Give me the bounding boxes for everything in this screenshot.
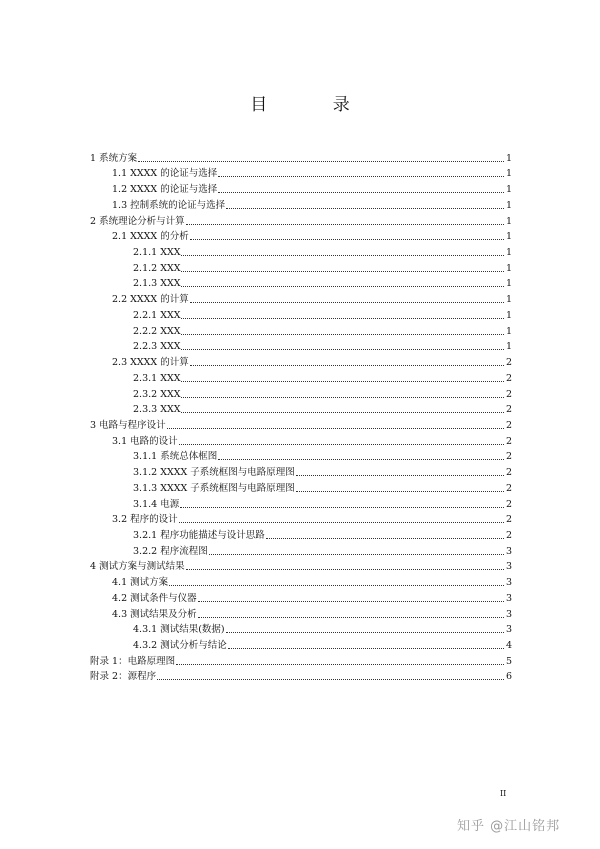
toc-entry[interactable] <box>90 510 512 526</box>
toc-entry-label: 2.1.2 XXX <box>133 262 181 274</box>
toc-entry[interactable] <box>90 557 512 573</box>
toc-entry-label: 4.2 测试条件与仪器 <box>112 592 197 604</box>
toc-entry-page: 1 <box>505 168 512 180</box>
toc-entry[interactable] <box>90 148 512 164</box>
toc-entry[interactable] <box>90 431 512 447</box>
toc-entry-label: 3.2.1 程序功能描述与设计思路 <box>133 529 265 541</box>
toc-leader-dots <box>179 443 504 445</box>
toc-entry-page: 2 <box>505 529 512 541</box>
toc-entry[interactable] <box>90 651 512 667</box>
toc-entry[interactable] <box>90 368 512 384</box>
toc-entry[interactable] <box>90 305 512 321</box>
toc-leader-dots <box>190 364 504 366</box>
toc-leader-dots <box>169 584 504 586</box>
toc-entry[interactable] <box>90 415 512 431</box>
toc-entry-page: 6 <box>505 671 512 683</box>
toc-entry-label: 3.1.3 XXXX 子系统框图与电路原理图 <box>133 482 295 494</box>
toc-entry-page: 1 <box>505 278 512 290</box>
toc-entry[interactable] <box>90 337 512 353</box>
toc-entry[interactable] <box>90 258 512 274</box>
toc-entry-label: 3.1.2 XXXX 子系统框图与电路原理图 <box>133 467 295 479</box>
toc-entry[interactable] <box>90 447 512 463</box>
toc-entry-page: 2 <box>505 498 512 510</box>
toc-leader-dots <box>296 474 504 476</box>
toc-entry-page: 1 <box>505 294 512 306</box>
toc-entry-label: 4.1 测试方案 <box>112 577 169 589</box>
toc-entry-page: 3 <box>505 608 512 620</box>
toc-leader-dots <box>218 458 504 460</box>
toc-entry-page: 1 <box>505 184 512 196</box>
toc-leader-dots <box>186 568 504 570</box>
toc-leader-dots <box>181 285 504 287</box>
toc-leader-dots <box>209 553 504 555</box>
toc-entry[interactable] <box>90 541 512 557</box>
toc-leader-dots <box>181 333 504 335</box>
toc-entry-label: 1 系统方案 <box>90 152 138 164</box>
toc-entry-page: 3 <box>505 592 512 604</box>
toc-leader-dots <box>179 521 504 523</box>
toc-entry[interactable] <box>90 400 512 416</box>
toc-entry-label: 2 系统理论分析与计算 <box>90 215 185 227</box>
toc-leader-dots <box>266 537 504 539</box>
toc-entry-label: 4.3.1 测试结果(数据) <box>133 624 225 636</box>
toc-entry-label: 3.2.2 程序流程图 <box>133 545 208 557</box>
toc-entry-label: 附录 2：源程序 <box>90 671 157 683</box>
toc-entry-page: 1 <box>505 309 512 321</box>
toc-entry-page: 3 <box>505 545 512 557</box>
toc-entry-label: 1.2 XXXX 的论证与选择 <box>112 184 218 196</box>
toc-entry[interactable] <box>90 321 512 337</box>
toc-entry[interactable] <box>90 274 512 290</box>
toc-entry[interactable] <box>90 667 512 683</box>
toc-leader-dots <box>181 254 504 256</box>
page-number: II <box>500 789 507 798</box>
toc-leader-dots <box>190 238 504 240</box>
toc-entry[interactable] <box>90 384 512 400</box>
toc-leader-dots <box>167 427 504 429</box>
toc-leader-dots <box>226 631 504 633</box>
toc-entry-page: 2 <box>505 514 512 526</box>
toc-entry-label: 2.1 XXXX 的分析 <box>112 231 189 243</box>
toc-entry-page: 1 <box>505 215 512 227</box>
toc-entry-label: 2.3.2 XXX <box>133 388 181 400</box>
toc-entry[interactable] <box>90 227 512 243</box>
toc-entry-label: 4 测试方案与测试结果 <box>90 561 185 573</box>
toc-leader-dots <box>228 647 504 649</box>
toc-leader-dots <box>181 380 504 382</box>
toc-entry-label: 2.2.1 XXX <box>133 309 181 321</box>
toc-entry[interactable] <box>90 620 512 636</box>
watermark: 知乎 @江山铭邦 <box>457 819 561 834</box>
toc-entry-label: 2.1.1 XXX <box>133 247 181 259</box>
toc-entry-page: 1 <box>505 152 512 164</box>
toc-entry[interactable] <box>90 195 512 211</box>
toc-leader-dots <box>181 396 504 398</box>
toc-entry-page: 3 <box>505 577 512 589</box>
toc-leader-dots <box>181 270 504 272</box>
toc-entry-page: 2 <box>505 419 512 431</box>
toc-leader-dots <box>190 301 504 303</box>
toc-entry-label: 3.1 电路的设计 <box>112 435 178 447</box>
toc-leader-dots <box>181 411 504 413</box>
toc-entry-page: 5 <box>505 655 512 667</box>
toc-entry[interactable] <box>90 289 512 305</box>
toc-entry-label: 2.1.3 XXX <box>133 278 181 290</box>
table-of-contents <box>90 148 512 682</box>
toc-entry-page: 2 <box>505 357 512 369</box>
toc-entry-label: 1.1 XXXX 的论证与选择 <box>112 168 218 180</box>
toc-leader-dots <box>218 191 504 193</box>
toc-entry-page: 1 <box>505 325 512 337</box>
toc-entry-page: 2 <box>505 404 512 416</box>
toc-entry-label: 2.3.1 XXX <box>133 372 181 384</box>
toc-leader-dots <box>218 175 504 177</box>
toc-leader-dots <box>181 317 504 319</box>
toc-entry[interactable] <box>90 572 512 588</box>
toc-entry[interactable] <box>90 525 512 541</box>
toc-entry-page: 4 <box>505 640 512 651</box>
toc-entry-page: 1 <box>505 199 512 211</box>
toc-leader-dots <box>198 616 504 618</box>
toc-leader-dots <box>296 490 504 492</box>
toc-entry-page: 1 <box>505 231 512 243</box>
toc-entry[interactable] <box>90 478 512 494</box>
toc-leader-dots <box>226 207 504 209</box>
toc-entry-page: 3 <box>505 561 512 573</box>
toc-leader-dots <box>157 678 504 680</box>
toc-leader-dots <box>138 160 504 162</box>
toc-leader-dots <box>176 663 504 665</box>
toc-entry[interactable] <box>90 588 512 604</box>
toc-leader-dots <box>198 600 504 602</box>
toc-entry-label: 4.3.2 测试分析与结论 <box>133 640 227 651</box>
toc-leader-dots <box>180 506 504 508</box>
toc-entry-label: 附录 1：电路原理图 <box>90 655 176 667</box>
toc-entry-label: 3.1.4 电源 <box>133 498 180 510</box>
toc-entry-label: 2.3.3 XXX <box>133 404 181 416</box>
toc-entry-label: 3.2 程序的设计 <box>112 514 178 526</box>
toc-entry-page: 2 <box>505 451 512 463</box>
toc-entry-page: 2 <box>505 482 512 494</box>
toc-entry[interactable] <box>90 604 512 620</box>
toc-entry[interactable] <box>90 211 512 227</box>
toc-entry-page: 1 <box>505 247 512 259</box>
page-title: 目 录 <box>250 95 380 115</box>
toc-entry-page: 2 <box>505 435 512 447</box>
toc-entry-label: 1.3 控制系统的论证与选择 <box>112 199 226 211</box>
toc-entry-label: 2.2.2 XXX <box>133 325 181 337</box>
toc-entry-label: 4.3 测试结果及分析 <box>112 608 197 620</box>
toc-entry-page: 1 <box>505 341 512 353</box>
toc-leader-dots <box>186 223 504 225</box>
toc-entry[interactable] <box>90 352 512 368</box>
toc-entry[interactable] <box>90 164 512 180</box>
toc-leader-dots <box>181 348 504 350</box>
toc-entry-label: 3 电路与程序设计 <box>90 419 166 431</box>
toc-entry[interactable] <box>90 494 512 510</box>
toc-entry[interactable] <box>90 242 512 258</box>
toc-entry-page: 1 <box>505 262 512 274</box>
toc-entry-page: 2 <box>505 372 512 384</box>
toc-entry-page: 2 <box>505 388 512 400</box>
toc-entry-label: 3.1.1 系统总体框图 <box>133 451 218 463</box>
toc-entry-label: 2.3 XXXX 的计算 <box>112 357 189 369</box>
toc-entry-label: 2.2 XXXX 的计算 <box>112 294 189 306</box>
toc-entry[interactable] <box>90 635 512 651</box>
toc-entry-page: 3 <box>505 624 512 636</box>
toc-entry[interactable] <box>90 462 512 478</box>
toc-entry[interactable] <box>90 179 512 195</box>
toc-entry-page: 2 <box>505 467 512 479</box>
toc-entry-label: 2.2.3 XXX <box>133 341 181 353</box>
